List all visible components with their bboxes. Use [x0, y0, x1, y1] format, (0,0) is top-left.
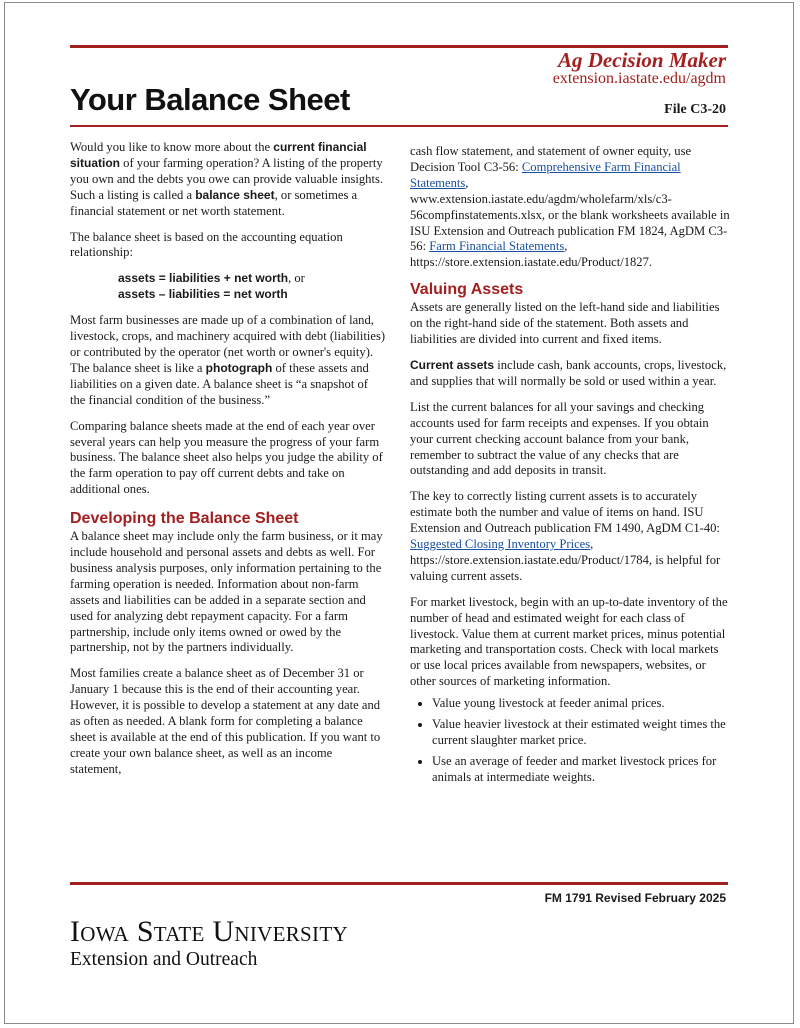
brand-title: Ag Decision Maker	[558, 48, 726, 72]
text-run: , or sometimes a financial statement or net worth statement.	[70, 187, 358, 218]
text-run: of your farming operation? A listing of the property you own and the debts you owe can provide valuable insights. Such a listing is called a	[70, 155, 384, 202]
equation-1-text: assets = liabilities + net worth	[118, 271, 289, 286]
isu-logo	[70, 917, 348, 971]
publication-code: FM 1791 Revised February 2025	[544, 891, 726, 905]
list-item: • Use an average of feeder and market livestock prices for animals at intermediate weights.	[432, 754, 730, 786]
link-suggested-closing-inventory-prices[interactable]: Suggested Closing Inventory Prices	[410, 537, 591, 552]
text-run: , https://store.extension.iastate.edu/Product/1827.	[410, 239, 653, 270]
comparing-paragraph: Comparing balance sheets made at the end of each year over several years can help you measure the progress of your farm business. The balance sheet also helps you judge the ability of the farm operation to pay off current debts and take on additional ones.	[70, 418, 383, 497]
emphasis-current-financial-situation: current financial situation	[70, 140, 367, 170]
footer-rule	[70, 882, 728, 885]
emphasis-photograph: photograph	[205, 360, 273, 375]
right-column	[410, 144, 730, 791]
families-paragraph: Most families create a balance sheet as of December 31 or January 1 because this is the end of their accounting year. However, it is possible to develop a statement at any date and as often as needed. A blank form for completing a balance sheet is available at the end of this publication. If you want to create your own balance sheet, as well as an income statement,	[70, 666, 381, 776]
list-item: • Value heavier livestock at their estimated weight times the current slaughter market price.	[432, 717, 730, 749]
text-run: Would you like to know more about the	[70, 140, 274, 154]
logo-main-text: Iowa State University	[70, 915, 348, 948]
balances-paragraph: List the current balances for all your savings and checking accounts used for farm receipts and expenses. If you obtain your current checking account balance from your bank, remember to subtract the value of any checks that are outstanding and add deposits in transit.	[410, 399, 709, 478]
decision-tool-paragraph	[410, 144, 730, 271]
accounting-equations	[118, 271, 386, 303]
key-paragraph	[410, 489, 730, 584]
text-run: cash flow statement, and statement of owner equity, use Decision Tool C3-56:	[410, 144, 692, 174]
header-bottom-rule	[70, 125, 728, 127]
left-column	[70, 140, 386, 788]
file-code: File C3-20	[664, 102, 726, 117]
intro-paragraph	[70, 140, 386, 220]
developing-paragraph: A balance sheet may include only the farm business, or it may include household and personal assets and debts as well. For business analysis purposes, only information pertaining to the farming operation is needed. Information about non-farm assets and liabilities can be added in a separate section and used for analyzing debt repayment capacity. For a farm partnership, include only items owned or owed by the partnership, not by the partners individually.	[70, 529, 383, 655]
link-comprehensive-farm-financial-statements[interactable]: Comprehensive Farm Financial Statements	[410, 159, 681, 190]
list-item: • Value young livestock at feeder animal prices.	[432, 696, 730, 712]
page-title: Your Balance Sheet	[70, 82, 350, 117]
logo-sub-text: Extension and Outreach	[70, 949, 258, 970]
section-heading-developing: Developing the Balance Sheet	[70, 510, 299, 528]
equation-2	[118, 287, 386, 303]
text-run: include cash, bank accounts, crops, livestock, and supplies that will normally be sold or used within a year.	[410, 357, 727, 388]
livestock-bullet-list	[410, 696, 730, 786]
section-heading-valuing-assets: Valuing Assets	[410, 281, 524, 299]
assets-intro-paragraph: Assets are generally listed on the left-hand side and liabilities on the right-hand side of the statement. Both assets and liabilities are divided into current and fixed items.	[410, 300, 720, 347]
current-assets-paragraph	[410, 358, 730, 390]
text-run: The key to correctly listing current assets is to accurately estimate both the number and value of items on hand. ISU Extension and Outreach publication FM 1490, AgDM C1-40:	[410, 489, 720, 536]
text-run: , www.extension.iastate.edu/agdm/wholefarm/xls/c3-56compfinstatements.xlsx, or the blank worksheets available in ISU Extension and Outreach publication FM 1824, AgDM C3-56:	[410, 175, 730, 254]
photograph-paragraph	[70, 313, 386, 408]
equation-1	[118, 271, 386, 287]
equation-1-tail: , or	[288, 271, 305, 286]
livestock-paragraph: For market livestock, begin with an up-to-date inventory of the number of head and estimated weight for each class of livestock. Value them at current market prices, minus potential marketing and transportation costs. Check with local markets or use local prices available from newspapers, websites, or other sources of marketing information.	[410, 594, 728, 689]
link-farm-financial-statements[interactable]: Farm Financial Statements	[429, 239, 565, 254]
equation-intro-paragraph: The balance sheet is based on the accounting equation relationship:	[70, 229, 343, 260]
text-run: , https://store.extension.iastate.edu/Product/1784, is helpful for valuing current assets.	[410, 537, 721, 583]
text-run: Most farm businesses are made up of a combination of land, livestock, crops, and machinery acquired with debt (liabilities) or contributed by the operator (net worth or owner's equity). The balance sheet is like a	[70, 313, 386, 375]
emphasis-balance-sheet: balance sheet	[195, 187, 275, 202]
emphasis-current-assets: Current assets	[410, 357, 495, 372]
text-run: of these assets and liabilities on a given date. A balance sheet is “a snapshot of the financial condition of the business.”	[70, 360, 369, 407]
brand-url[interactable]: extension.iastate.edu/agdm	[552, 70, 726, 87]
equation-2-text: assets – liabilities = net worth	[118, 287, 288, 302]
